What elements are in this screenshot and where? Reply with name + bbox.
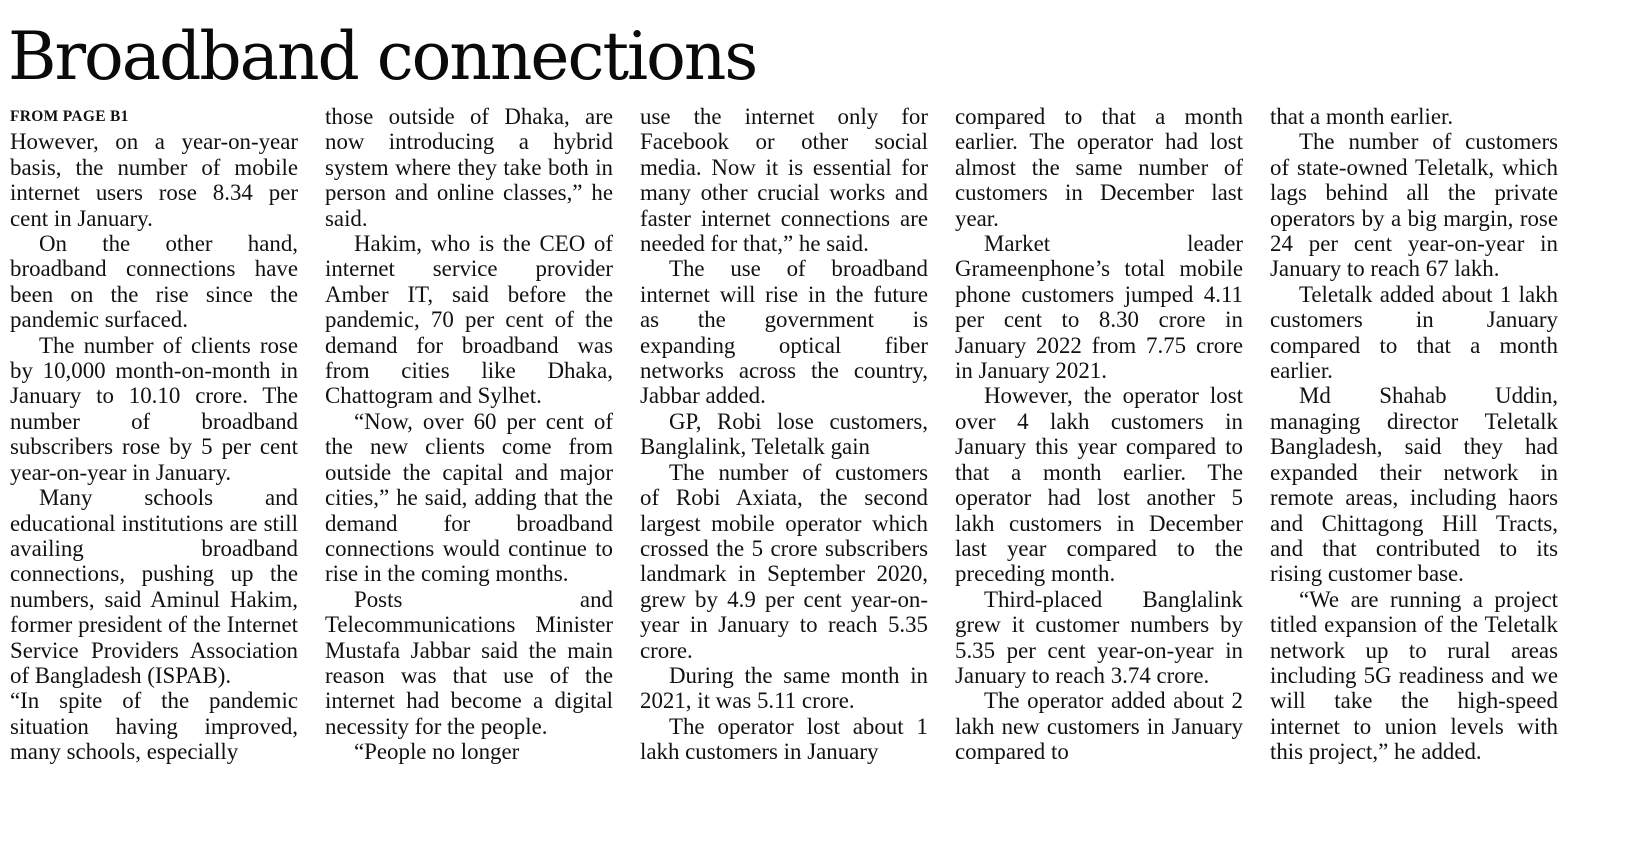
paragraph: During the same month in 2021, it was 5.11 crore. (640, 662, 928, 714)
paragraph: On the other hand, broadband connections have been on the rise since the pandemic surfaced. (10, 231, 298, 333)
paragraph: Posts and Telecommunications Minister Mustafa Jabbar said the main reason was that use of the internet had become a digital necessity for the people. (325, 586, 613, 739)
paragraph: use the internet only for Facebook or other social media. Now it is essential for many other crucial works and faster internet connections are needed for that,” he said. (640, 104, 928, 257)
paragraph: Hakim, who is the CEO of internet service provider Amber IT, said before the pandemic, 70 per cent of the demand for broadband was from cities like Dhaka, Chattogram and Sylhet. (325, 231, 613, 409)
paragraph: The use of broadband internet will rise in the future as the government is expanding optical fiber networks across the country, Jabbar added. (640, 256, 928, 409)
paragraph: “People no longer (354, 739, 520, 765)
paragraph: The number of customers of Robi Axiata, the second largest mobile operator which crossed the 5 crore subscribers landmark in September 2020, grew by 4.9 per cent year-on-year in January to reach 5.35 crore. (640, 459, 928, 663)
paragraph: those outside of Dhaka, are now introducing a hybrid system where they take both in person and online classes,” he said. (325, 104, 613, 231)
paragraph: “We are running a project titled expansion of the Teletalk network up to rural areas including 5G readiness and we will take the high-speed internet to union levels with this project,” he added. (1270, 586, 1558, 765)
article-column-5 (1270, 104, 1558, 765)
article-column-1 (10, 104, 298, 765)
paragraph: The number of customers of state-owned Teletalk, which lags behind all the private operators by a big margin, rose 24 per cent year-on-year in January to reach 67 lakh. (1270, 129, 1558, 282)
paragraph: that a month earlier. (1270, 104, 1454, 129)
article-column-3 (640, 104, 928, 765)
paragraph: The number of clients rose by 10,000 month-on-month in January to 10.10 crore. The number of broadband subscribers rose by 5 per cent year-on-year in January. (10, 332, 298, 485)
paragraph: Teletalk added about 1 lakh customers in January compared to that a month earlier. (1270, 281, 1558, 384)
paragraph: compared to that a month earlier. The operator had lost almost the same number of customers in December last year. (955, 104, 1243, 231)
paragraph: The operator lost about 1 lakh customers in January (640, 713, 928, 765)
article-column-4 (955, 104, 1243, 765)
headline: Broadband connections (8, 18, 757, 95)
paragraph: “In spite of the pandemic situation having improved, many schools, especially (10, 688, 298, 765)
paragraph: “Now, over 60 per cent of the new clients come from outside the capital and major cities,” he said, adding that the demand for broadband connections would continue to rise in the coming months. (325, 408, 613, 587)
article-column-2 (325, 104, 613, 765)
subheading: GP, Robi lose customers, Banglalink, Teletalk gain (640, 408, 928, 460)
paragraph: Many schools and educational institutions are still availing broadband connections, pushing up the numbers, said Aminul Hakim, former president of the Internet Service Providers Association of Bangladesh (ISPAB). (10, 485, 298, 688)
paragraph: However, the operator lost over 4 lakh customers in January this year compared to that a month earlier. The operator had lost another 5 lakh customers in December last year compared to the preceding month. (955, 383, 1243, 587)
paragraph: The operator added about 2 lakh new customers in January compared to (955, 688, 1243, 765)
paragraph: Third-placed Banglalink grew it customer numbers by 5.35 per cent year-on-year in January to reach 3.74 crore. (955, 586, 1243, 688)
paragraph: However, on a year-on-year basis, the number of mobile internet users rose 8.34 per cent in January. (10, 129, 298, 231)
continued-from-label: FROM PAGE B1 (10, 108, 129, 125)
paragraph: Md Shahab Uddin, managing director Teletalk Bangladesh, said they had expanded their network in remote areas, including haors and Chittagong Hill Tracts, and that contributed to its rising customer base. (1270, 383, 1558, 587)
paragraph: Market leader Grameenphone’s total mobile phone customers jumped 4.11 per cent to 8.30 crore in January 2022 from 7.75 crore in January 2021. (955, 231, 1243, 384)
